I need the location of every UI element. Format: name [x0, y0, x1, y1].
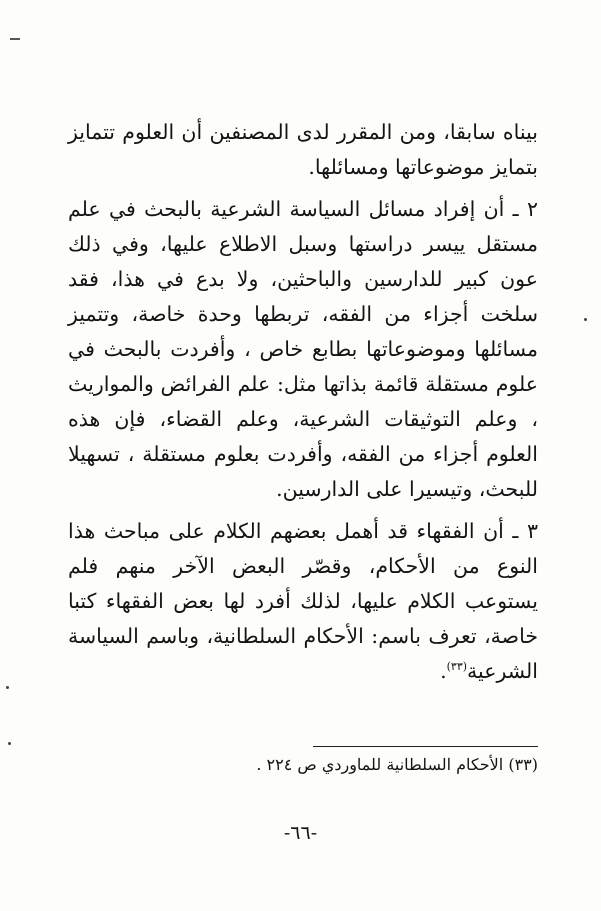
paragraph-3-tail: . — [440, 659, 447, 683]
paragraph-2: ٢ ـ أن إفراد مسائل السياسة الشرعية بالبحث في علم مستقل ييسر دراستها وسبل الاطلاع عليها، وفي ذلك عون كبير للدارسين والباحثين، ولا بدع في هذا، فقد سلخت أجزاء من الفقه، تربطها وحدة خاصة، وتتميز مسائلها وموضوعاتها بطابع خاص ، وأفردت بالبحث في علوم مستقلة قائمة بذاتها مثل: علم الفرائض والمواريث ، وعلم التوثيقات الشرعية، وعلم القضاء، فإن هذه العلوم أجزاء من الفقه، وأفردت بعلوم مستقلة ، تسهيلا للبحث، وتيسيرا على الدارسين. — [68, 197, 538, 501]
footnote-reference: (٣٣) — [446, 660, 468, 674]
page-number: -٦٦- — [283, 822, 318, 844]
scan-dot — [584, 318, 587, 321]
paragraph-1: بيناه سابقا، ومن المقرر لدى المصنفين أن العلوم تتمايز بتمايز موضوعاتها ومسائلها. — [68, 120, 538, 179]
paragraph-3 — [68, 514, 538, 689]
footnote-separator — [313, 746, 538, 747]
scan-mark — [10, 38, 20, 40]
scan-dot — [6, 686, 9, 689]
paragraph-3-text: ٣ ـ أن الفقهاء قد أهمل بعضهم الكلام على مباحث هذا النوع من الأحكام، وقصّر البعض الآخر منهم فلم يستوعب الكلام عليها، لذلك أفرد لها بعض الفقهاء كتبا خاصة، تعرف باسم: الأحكام السلطانية، وباسم السياسة الشرعية — [68, 519, 538, 683]
main-text — [68, 115, 538, 696]
footnote: (٣٣) الأحكام السلطانية للماوردي ص ٢٢٤ . — [256, 755, 538, 774]
scan-dot — [8, 742, 11, 745]
